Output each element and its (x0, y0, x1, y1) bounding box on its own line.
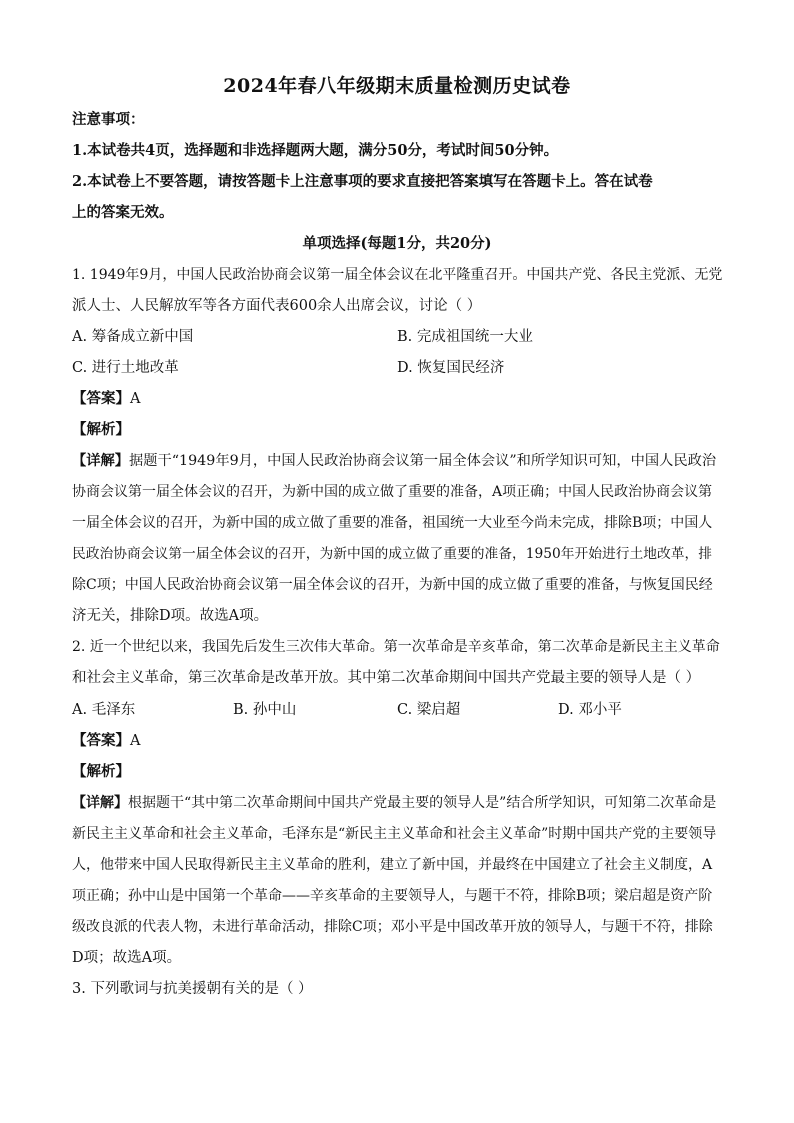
answer-tag: 【答案】 (72, 390, 130, 407)
q2-detail-line-4: 项正确；孙中山是中国第一个革命——辛亥革命的主要领导人，与题干不符，排除B项；梁启超是资产阶 (72, 888, 713, 904)
notice-line-1: 1.本试卷共4页，选择题和非选择题两大题，满分50分，考试时间50分钟。 (72, 142, 559, 159)
page-title: 2024年春八年级期末质量检测历史试卷 (223, 75, 571, 97)
q1-option-b: B. 完成祖国统一大业 (397, 329, 533, 345)
q1-option-d: D. 恢复国民经济 (397, 360, 505, 376)
q2-detail-line-2: 新民主主义革命和社会主义革命，毛泽东是“新民主主义革命和社会主义革命”时期中国共产党的主要领导 (72, 826, 717, 842)
q2-option-a: A. 毛泽东 (72, 702, 136, 718)
notice-heading: 注意事项： (72, 111, 145, 128)
answer-value: A (130, 733, 141, 749)
answer-tag: 【答案】 (72, 732, 130, 749)
q2-detail-line-3: 人，他带来中国人民取得新民主主义革命的胜利，建立了新中国，并最终在中国建立了社会主义制度，A (72, 857, 713, 873)
detail-tag: 【详解】 (72, 453, 130, 469)
q1-answer (72, 389, 722, 409)
q2-option-b: B. 孙中山 (233, 702, 297, 718)
q3-stem: 3. 下列歌词与抗美援朝有关的是（ ） (72, 981, 313, 997)
q2-analysis-tag: 【解析】 (72, 763, 130, 780)
q2-stem-line-1: 2. 近一个世纪以来，我国先后发生三次伟大革命。第一次革命是辛亥革命，第二次革命是新民主主义革命 (72, 639, 720, 655)
q1-detail-line-6: 济无关，排除D项。故选A项。 (72, 608, 269, 624)
answer-value: A (130, 391, 141, 407)
q1-detail-line-1 (72, 451, 722, 471)
q1-stem-line-2: 派人士、人民解放军等各方面代表600余人出席会议，讨论（ ） (72, 298, 482, 314)
q1-detail-line-3: 一届全体会议的召开，为新中国的成立做了重要的准备，祖国统一大业至今尚未完成，排除B项；中国人 (72, 515, 713, 531)
q1-option-c: C. 进行土地改革 (72, 360, 179, 376)
q2-option-d: D. 邓小平 (558, 702, 622, 718)
q2-detail-line-1 (72, 793, 722, 813)
q1-detail-line-4: 民政治协商会议第一届全体会议的召开，为新中国的成立做了重要的准备，1950年开始进行土地改革，排 (72, 546, 712, 562)
q1-stem-line-1: 1. 1949年9月，中国人民政治协商会议第一届全体会议在北平隆重召开。中国共产党、各民主党派、无党 (72, 267, 723, 283)
q2-stem-line-2: 和社会主义革命，第三次革命是改革开放。其中第二次革命期间中国共产党最主要的领导人是（ ） (72, 670, 701, 686)
detail-tag: 【详解】 (72, 795, 128, 811)
detail-text: 根据题干“其中第二次革命期间中国共产党最主要的领导人是”结合所学知识，可知第二次革命是 (128, 795, 717, 811)
q2-option-c: C. 梁启超 (397, 702, 461, 718)
notice-line-2b: 上的答案无效。 (72, 204, 174, 221)
q2-detail-line-5: 级改良派的代表人物，未进行革命活动，排除C项；邓小平是中国改革开放的领导人，与题干不符，排除 (72, 919, 713, 935)
q1-detail-line-5: 除C项；中国人民政治协商会议第一届全体会议的召开，为新中国的成立做了重要的准备，与恢复国民经 (72, 577, 713, 593)
q2-answer (72, 731, 722, 751)
q1-analysis-tag: 【解析】 (72, 421, 130, 438)
q2-detail-line-6: D项；故选A项。 (72, 950, 182, 966)
q1-option-a: A. 筹备成立新中国 (72, 329, 194, 345)
notice-line-2a: 2.本试卷上不要答题，请按答题卡上注意事项的要求直接把答案填写在答题卡上。答在试卷 (72, 173, 653, 190)
q1-detail-line-2: 协商会议第一届全体会议的召开，为新中国的成立做了重要的准备，A项正确；中国人民政治协商会议第 (72, 484, 713, 500)
detail-text: 据题干“1949年9月，中国人民政治协商会议第一届全体会议”和所学知识可知，中国人民政治 (129, 453, 717, 469)
section-heading: 单项选择(每题1分，共20分) (302, 235, 492, 252)
